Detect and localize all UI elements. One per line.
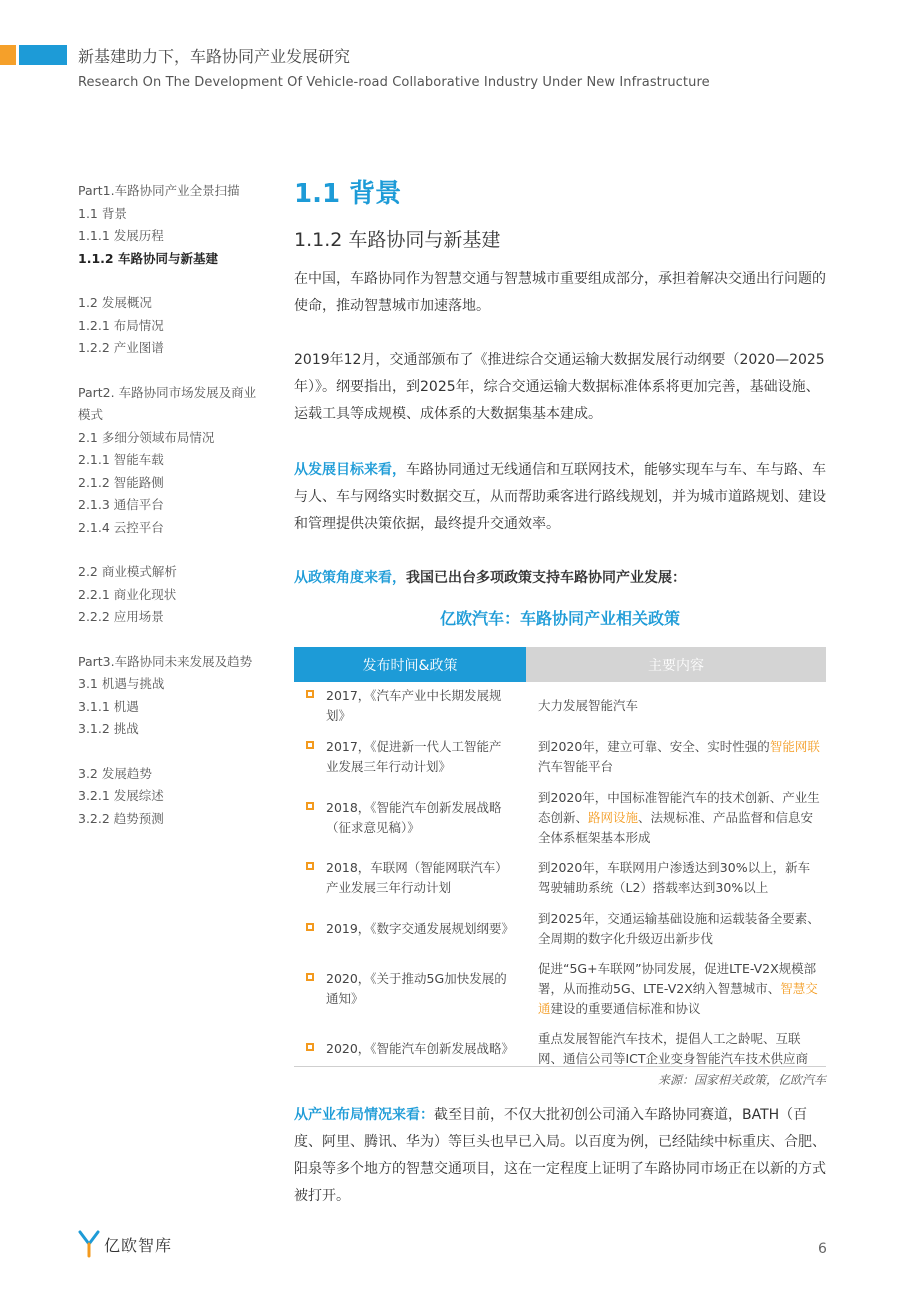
content-highlight: 智慧交通 xyxy=(538,981,818,1016)
brand-name: 亿欧智库 xyxy=(104,1235,173,1255)
text-policy-angle: 我国已出台多项政策支持车路协同产业发展： xyxy=(406,570,686,586)
policy-cell: 2020，《关于推动5G加快发展的通知》 xyxy=(326,971,507,1006)
content-text: 到2020年，中国标准智能汽车的技术创新、产业生态创新、 xyxy=(538,790,820,825)
bullet-square-icon xyxy=(306,802,314,810)
table-of-contents xyxy=(78,180,268,830)
brand-logo xyxy=(78,1230,172,1258)
toc-item[interactable]: 1.2.2 产业图谱 xyxy=(78,340,164,355)
policy-cell: 2017，《汽车产业中长期发展规划》 xyxy=(326,688,502,723)
bullet-square-icon xyxy=(306,862,314,870)
header-accent-blue xyxy=(19,45,67,65)
toc-item[interactable]: 1.1 背景 xyxy=(78,205,127,221)
content-cell xyxy=(526,954,826,1024)
bullet-square-icon xyxy=(306,923,314,931)
lead-industry-layout: 从产业布局情况来看： xyxy=(294,1107,434,1123)
table-row xyxy=(294,682,826,730)
paragraph-dev-goal xyxy=(294,457,826,538)
toc-item[interactable]: 3.1.1 机遇 xyxy=(78,698,139,714)
policy-cell: 2017，《促进新一代人工智能产业发展三年行动计划》 xyxy=(326,739,502,774)
report-subtitle: Research On The Development Of Vehicle-road Collaborative Industry Under New Infrastructure xyxy=(78,75,710,90)
toc-item[interactable]: 1.1.1 发展历程 xyxy=(78,228,164,243)
content-cell: 到2020年，车联网用户渗透达到30%以上，新车驾驶辅助系统（L2）搭载率达到30%以上 xyxy=(538,860,811,895)
toc-item[interactable]: 2.2 商业模式解析 xyxy=(78,564,177,579)
toc-item[interactable]: 3.1.2 挑战 xyxy=(78,721,139,736)
toc-item-current[interactable]: 1.1.2 车路协同与新基建 xyxy=(78,250,218,266)
bullet-square-icon xyxy=(306,741,314,749)
paragraph-policy-2019: 2019年12月，交通部颁布了《推进综合交通运输大数据发展行动纲要（2020—2025年）》。纲要指出，到2025年，综合交通运输大数据标准体系将更加完善，基础设施、运载工具等成规模、成体系的大数据集基本建成。 xyxy=(294,352,825,422)
bullet-square-icon xyxy=(306,1043,314,1051)
text-dev-goal: 车路协同通过无线通信和互联网技术，能够实现车与车、车与路、车与人、车与网络实时数据交互，从而帮助乘客进行路线规划，并为城市道路规划、建设和管理提供决策依据，最终提升交通效率。 xyxy=(294,462,826,532)
content-highlight: 智能网联 xyxy=(769,739,820,754)
bullet-square-icon xyxy=(306,690,314,698)
table-header-content: 主要内容 xyxy=(526,647,826,682)
toc-item[interactable]: 1.2 发展概况 xyxy=(78,295,152,310)
table-row xyxy=(294,852,826,904)
bullet-square-icon xyxy=(306,973,314,981)
policy-cell: 2018，《智能汽车创新发展战略（征求意见稿）》 xyxy=(326,800,502,835)
section-heading: 1.1 背景 xyxy=(294,179,402,209)
table-source: 来源：国家相关政策，亿欧汽车 xyxy=(657,1073,826,1087)
text-industry-layout: 截至目前，不仅大批初创公司涌入车路协同赛道，BATH（百度、阿里、腾讯、华为）等巨头也早已入局。以百度为例，已经陆续中标重庆、合肥、阳泉等多个地方的智慧交通项目，这在一定程度上证明了车路协同市场正在以新的方式被打开。 xyxy=(294,1107,826,1204)
content-cell: 到2025年，交通运输基础设施和运载装备全要素、全周期的数字化升级迈出新步伐 xyxy=(538,911,820,946)
paragraph-industry-layout xyxy=(294,1102,826,1210)
table-row xyxy=(294,730,826,784)
table-title: 亿欧汽车：车路协同产业相关政策 xyxy=(439,609,680,628)
table-bottom-rule xyxy=(294,1066,826,1067)
header-accent-orange xyxy=(0,45,16,65)
paragraph-policy-angle xyxy=(294,565,826,592)
page-number: 6 xyxy=(818,1241,827,1257)
toc-item[interactable]: 3.2 发展趋势 xyxy=(78,765,152,781)
content-text: 、法规标准、产品监督和信息安全体系框架基本形成 xyxy=(538,810,814,845)
table-header-policy: 发布时间&政策 xyxy=(294,647,526,682)
toc-item[interactable]: 3.2.2 趋势预测 xyxy=(78,810,164,826)
table-row xyxy=(294,784,826,852)
policy-cell: 2019，《数字交通发展规划纲要》 xyxy=(326,921,515,936)
subsection-heading: 1.1.2 车路协同与新基建 xyxy=(294,229,501,251)
toc-item[interactable]: 2.1.4 云控平台 xyxy=(78,519,164,535)
toc-item[interactable]: 2.1.1 智能车载 xyxy=(78,452,164,467)
policy-cell: 2018，车联网（智能网联汽车）产业发展三年行动计划 xyxy=(326,860,508,895)
toc-item[interactable]: 3.1 机遇与挑战 xyxy=(78,676,165,691)
toc-item[interactable]: 3.2.1 发展综述 xyxy=(78,788,164,803)
toc-item[interactable]: 2.2.2 应用场景 xyxy=(78,609,164,624)
content-text: 促进“5G+车联网”协同发展，促进LTE-V2X规模部署，从而推动5G、LTE-V2X纳入智慧城市、 xyxy=(538,961,817,996)
paragraph-intro: 在中国，车路协同作为智慧交通与智慧城市重要组成部分，承担着解决交通出行问题的使命，推动智慧城市加速落地。 xyxy=(294,271,826,314)
yiou-logo-icon xyxy=(78,1230,100,1258)
report-title: 新基建助力下，车路协同产业发展研究 xyxy=(78,47,351,66)
content-highlight: 路网设施 xyxy=(588,810,639,825)
content-text: 建设的重要通信标准和协议 xyxy=(550,1001,701,1016)
content-cell xyxy=(526,730,826,784)
policy-cell: 2020，《智能汽车创新发展战略》 xyxy=(326,1041,515,1056)
toc-item[interactable]: 1.2.1 布局情况 xyxy=(78,317,164,333)
lead-dev-goal: 从发展目标来看， xyxy=(294,462,406,478)
content-cell: 重点发展智能汽车技术，提倡人工之龄呢、互联网、通信公司等ICT企业变身智能汽车技术供应商 xyxy=(538,1031,809,1066)
table-row xyxy=(294,904,826,954)
toc-item[interactable]: 2.1 多细分领域布局情况 xyxy=(78,429,215,445)
toc-item[interactable]: 2.2.1 商业化现状 xyxy=(78,586,177,602)
toc-item[interactable]: Part2. 车路协同市场发展及商业模式 xyxy=(78,384,257,422)
policy-table xyxy=(294,647,826,1074)
toc-item[interactable]: 2.1.3 通信平台 xyxy=(78,497,164,512)
content-cell xyxy=(526,784,826,852)
content-cell: 大力发展智能汽车 xyxy=(538,698,639,713)
toc-item[interactable]: Part1.车路协同产业全景扫描 xyxy=(78,183,240,198)
table-row xyxy=(294,954,826,1024)
toc-item[interactable]: 2.1.2 智能路侧 xyxy=(78,474,164,490)
toc-item[interactable]: Part3.车路协同未来发展及趋势 xyxy=(78,653,253,669)
lead-policy-angle: 从政策角度来看， xyxy=(294,570,406,586)
content-text: 汽车智能平台 xyxy=(538,759,614,774)
content-text: 到2020年，建立可靠、安全、实时性强的 xyxy=(538,739,770,754)
